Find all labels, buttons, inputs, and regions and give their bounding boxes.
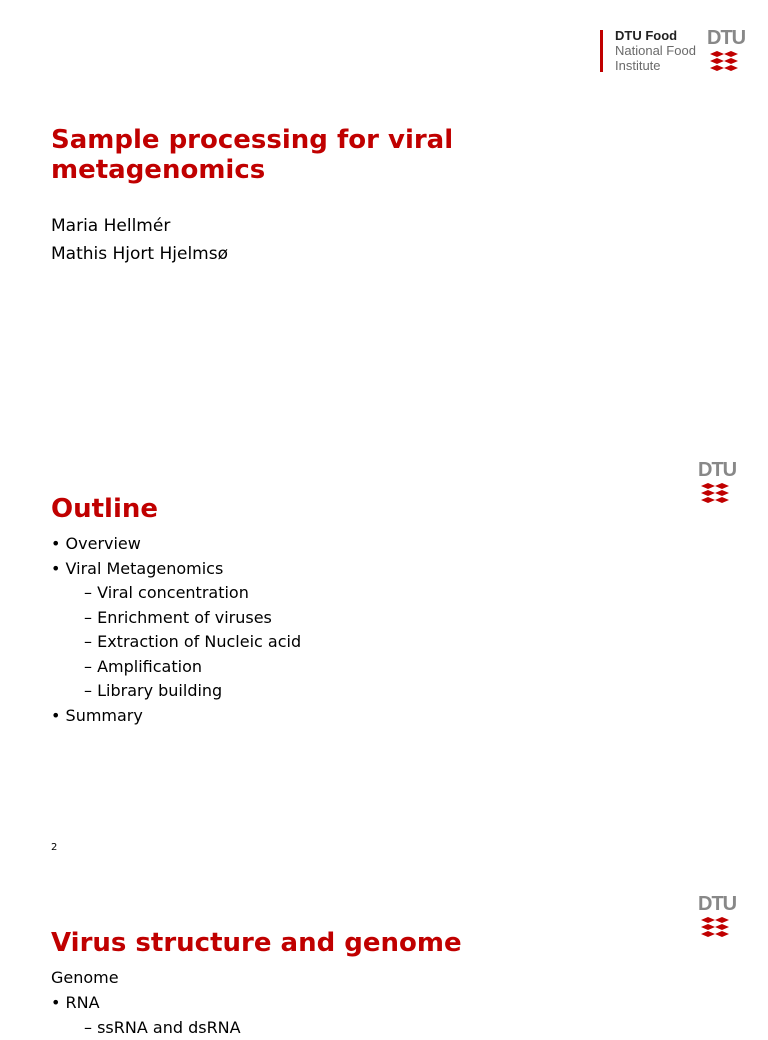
slide-number: 2 [51, 842, 57, 853]
title-slide [0, 0, 768, 420]
list-item: – Amplification [51, 655, 301, 680]
dtu-logo-icon [698, 894, 732, 938]
virus-structure-slide [0, 866, 768, 1026]
slide-title: Outline [51, 494, 158, 524]
dtu-logo-text: DTU [707, 28, 741, 48]
outline-slide [0, 430, 768, 860]
outline-list [51, 532, 301, 728]
slide-title-line-1: Sample processing for viral [51, 125, 453, 155]
dtu-food-logo [600, 28, 745, 74]
author-name: Maria Hellmér [51, 216, 170, 236]
list-item: – Viral concentration [51, 581, 301, 606]
dtu-wave-mark [700, 916, 730, 938]
dtu-wave-mark [700, 482, 730, 504]
dtu-logo-icon [698, 460, 732, 504]
slide-title: Virus structure and genome [51, 928, 462, 958]
dtu-logo-text: DTU [698, 460, 732, 480]
genome-list [51, 991, 241, 1040]
logo-line-2: National Food [615, 43, 696, 58]
logo-line-1: DTU Food [615, 28, 696, 43]
dtu-logo-text: DTU [698, 894, 732, 914]
dtu-logo-icon [707, 28, 741, 72]
list-item: • Viral Metagenomics [51, 557, 301, 582]
list-item: • Summary [51, 704, 301, 729]
list-item: – Library building [51, 679, 301, 704]
section-label: Genome [51, 966, 119, 990]
slide-title-line-2: metagenomics [51, 155, 265, 185]
logo-text [615, 28, 696, 73]
logo-line-3: Institute [615, 58, 696, 73]
list-item: – Extraction of Nucleic acid [51, 630, 301, 655]
slide-title [51, 125, 453, 185]
list-item: • RNA [51, 991, 241, 1016]
list-item: – Enrichment of viruses [51, 606, 301, 631]
dtu-wave-mark [709, 50, 739, 72]
list-item: • Overview [51, 532, 301, 557]
list-item: – ssRNA and dsRNA [51, 1016, 241, 1040]
author-name: Mathis Hjort Hjelmsø [51, 244, 228, 264]
logo-divider-bar [600, 30, 603, 72]
